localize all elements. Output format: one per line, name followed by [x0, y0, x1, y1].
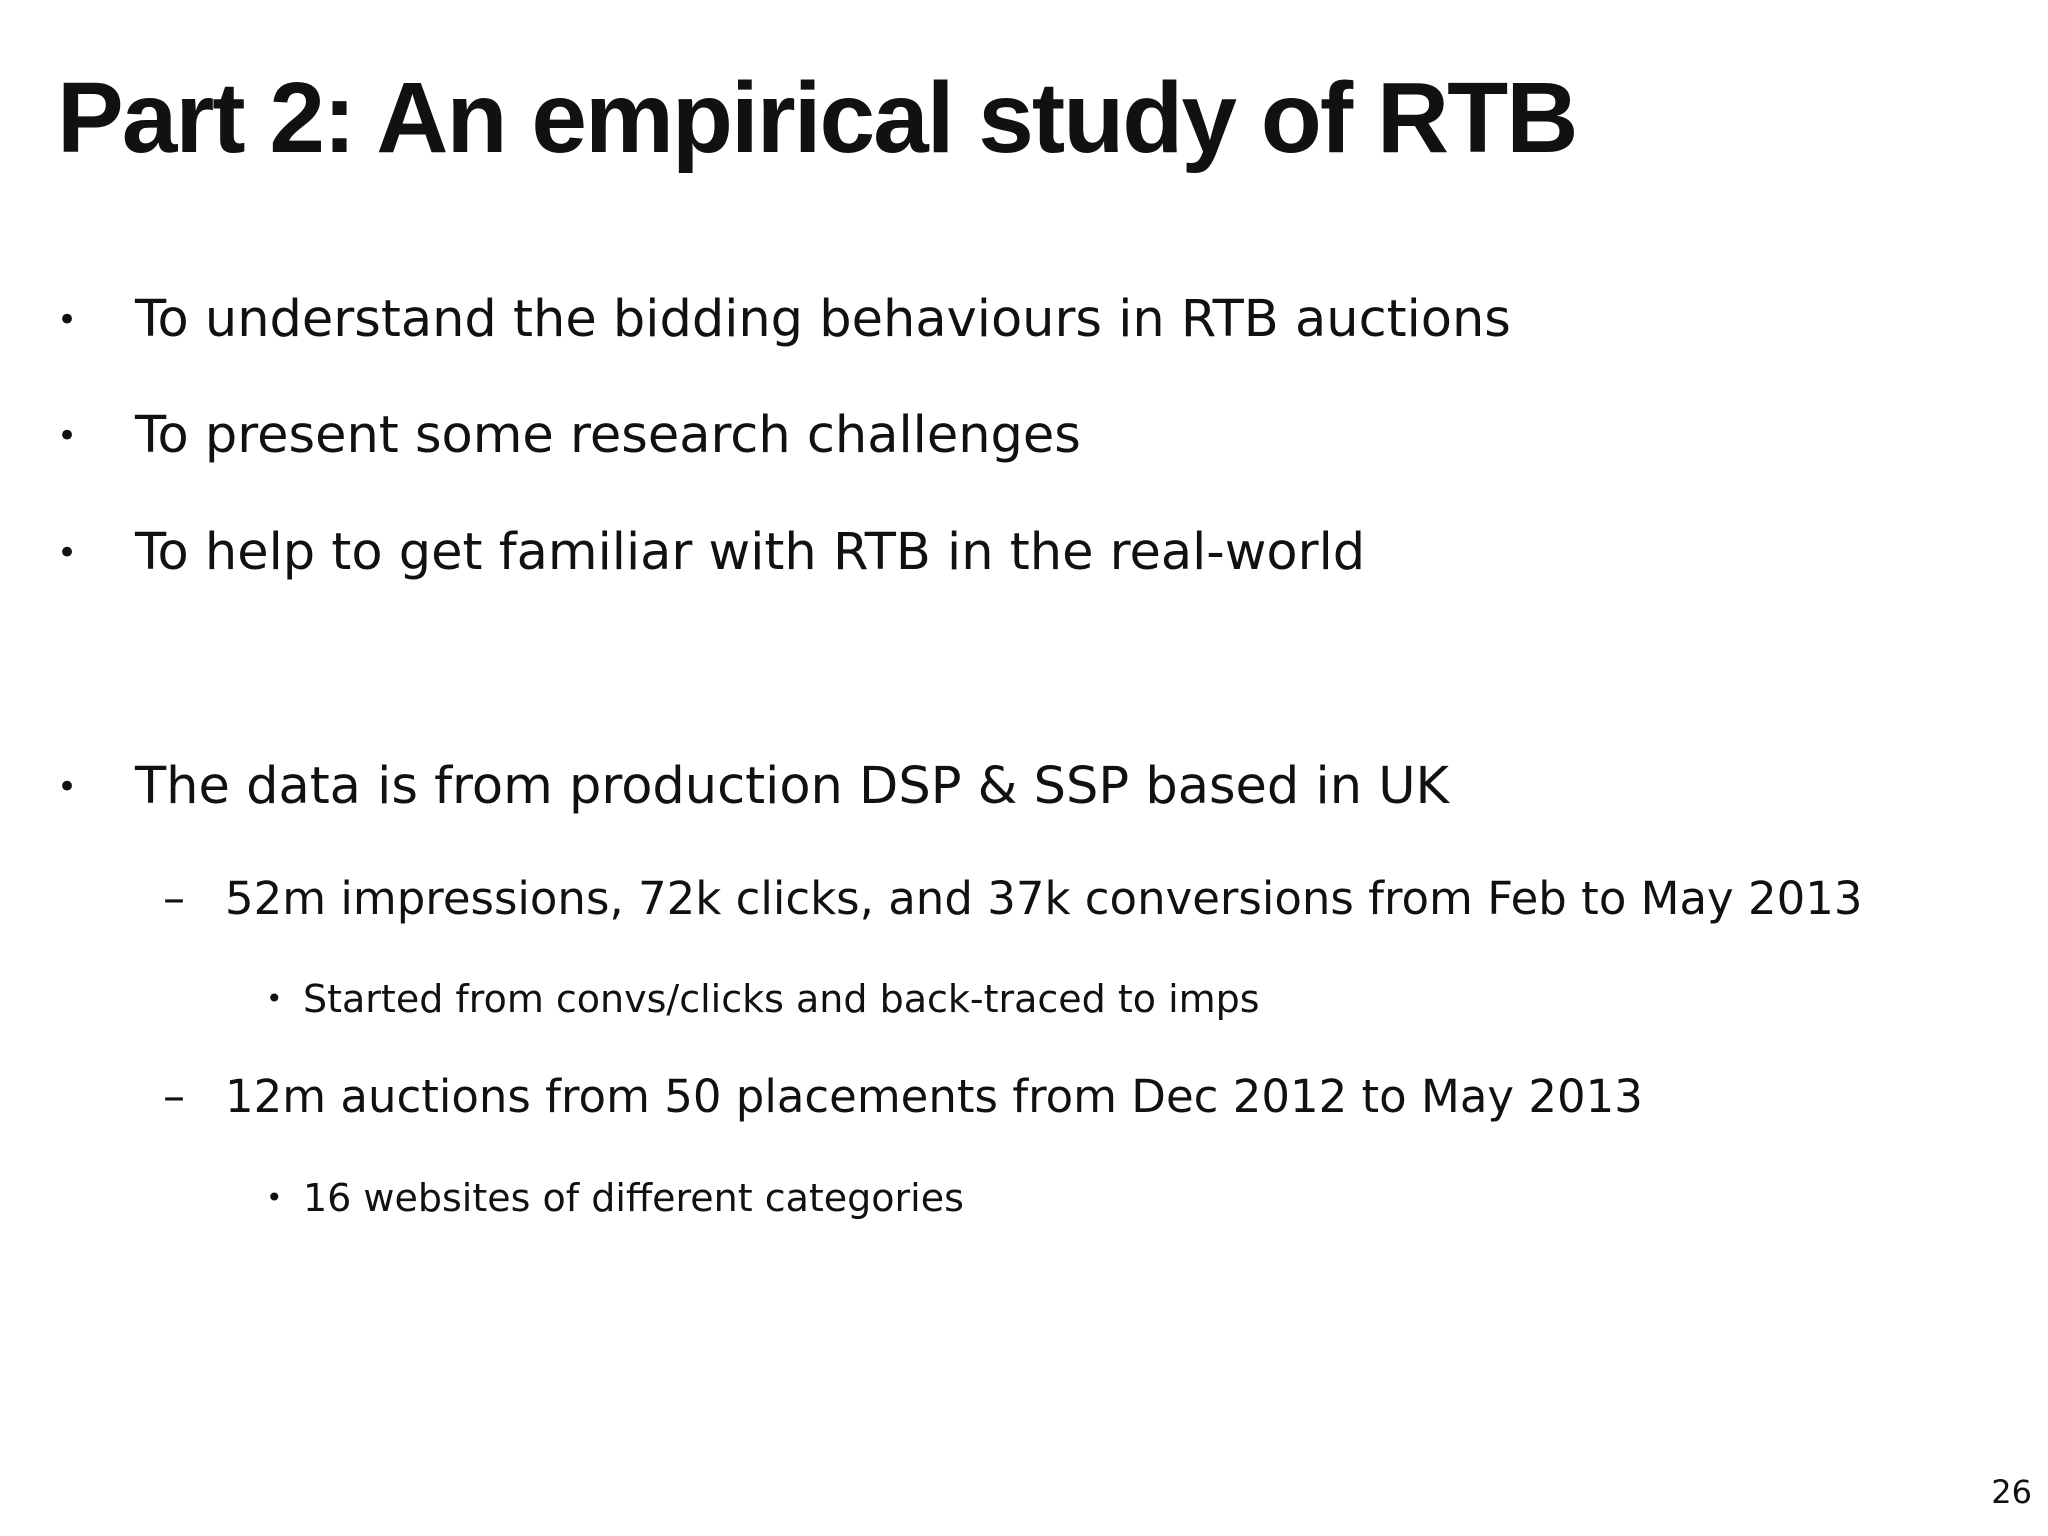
- sub-sub-item: [266, 975, 1566, 1023]
- bullet-marker: •: [266, 982, 283, 1015]
- slide-title: Part 2: An empirical study of RTB: [57, 62, 1577, 174]
- bullet-marker: •: [266, 1181, 283, 1214]
- bullet-marker: •: [57, 300, 78, 340]
- bullet-item: [57, 406, 1457, 466]
- bullet-marker: •: [57, 767, 78, 807]
- bullet-text: To understand the bidding behaviours in RTB auctions: [135, 290, 1511, 349]
- bullet-item: [57, 523, 1457, 583]
- sub-item: [163, 871, 1863, 927]
- slide-number: 26: [1991, 1473, 2032, 1511]
- bullet-marker: •: [57, 533, 78, 573]
- bullet-marker: •: [57, 416, 78, 456]
- sub-item: [163, 1069, 1863, 1125]
- bullet-text: To help to get familiar with RTB in the real-world: [135, 523, 1366, 582]
- dash-marker: –: [163, 873, 185, 924]
- dash-marker: –: [163, 1071, 185, 1122]
- bullet-item: [57, 290, 1511, 350]
- sub-sub-item-text: 16 websites of different categories: [303, 1176, 964, 1220]
- bullet-text: To present some research challenges: [135, 406, 1081, 465]
- sub-item-text: 12m auctions from 50 placements from Dec 2012 to May 2013: [225, 1070, 1643, 1123]
- sub-sub-item: [266, 1174, 1566, 1222]
- bullet-item: [57, 757, 1457, 817]
- bullet-text: The data is from production DSP & SSP based in UK: [135, 757, 1449, 816]
- sub-sub-item-text: Started from convs/clicks and back-traced to imps: [303, 977, 1260, 1021]
- sub-item-text: 52m impressions, 72k clicks, and 37k conversions from Feb to May 2013: [225, 872, 1863, 925]
